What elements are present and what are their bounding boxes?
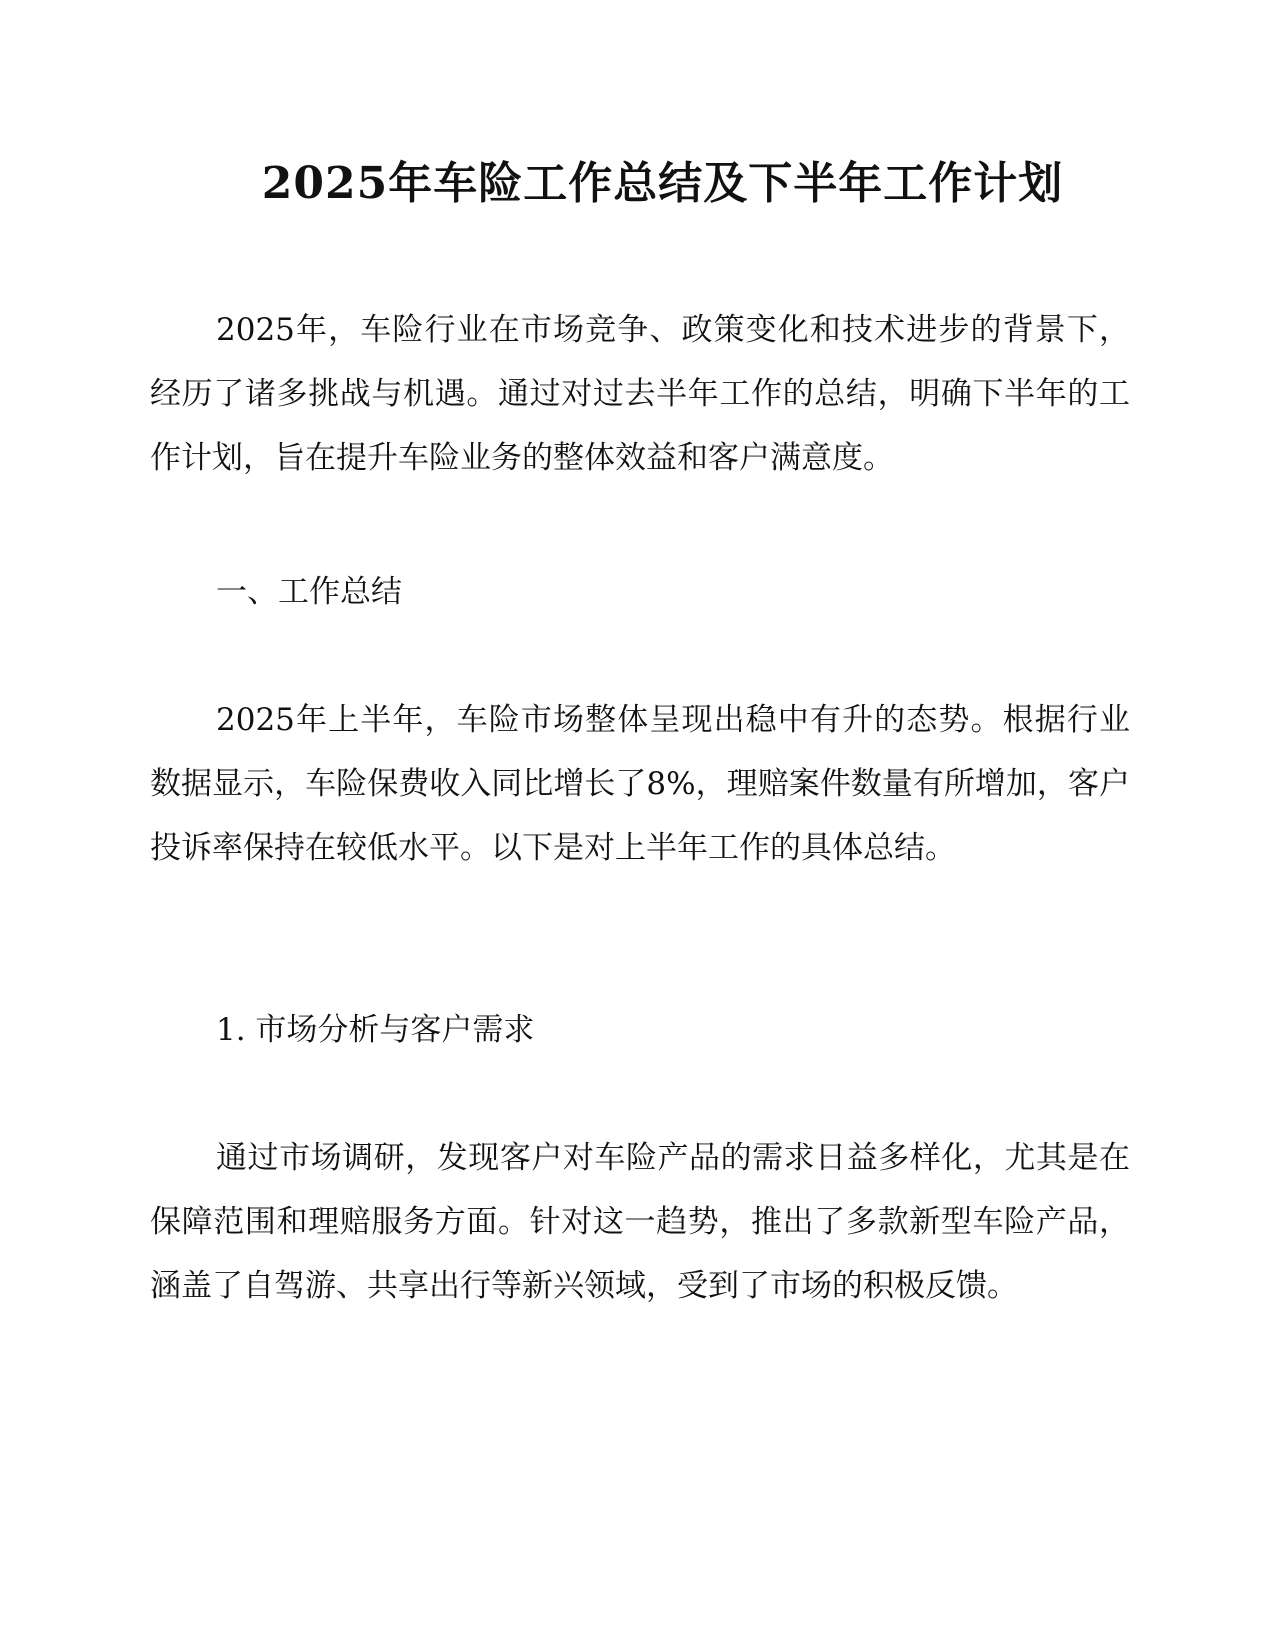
- market-analysis-paragraph: 通过市场调研，发现客户对车险产品的需求日益多样化，尤其是在保障范围和理赔服务方面。针对这一趋势，推出了多款新型车险产品，涵盖了自驾游、共享出行等新兴领域，受到了市场的积极反馈。: [150, 1140, 1130, 1304]
- section-heading-work-summary: 一、工作总结: [216, 574, 402, 610]
- intro-paragraph: 2025年，车险行业在市场竞争、政策变化和技术进步的背景下，经历了诸多挑战与机遇。通过对过去半年工作的总结，明确下半年的工作计划，旨在提升车险业务的整体效益和客户满意度。: [150, 312, 1130, 476]
- subsection-heading-market-analysis: 1. 市场分析与客户需求: [216, 1012, 535, 1048]
- work-summary-paragraph: 2025年上半年，车险市场整体呈现出稳中有升的态势。根据行业数据显示，车险保费收入同比增长了8%，理赔案件数量有所增加，客户投诉率保持在较低水平。以下是对上半年工作的具体总结。: [150, 702, 1130, 866]
- document-title: 2025年车险工作总结及下半年工作计划: [261, 158, 1064, 209]
